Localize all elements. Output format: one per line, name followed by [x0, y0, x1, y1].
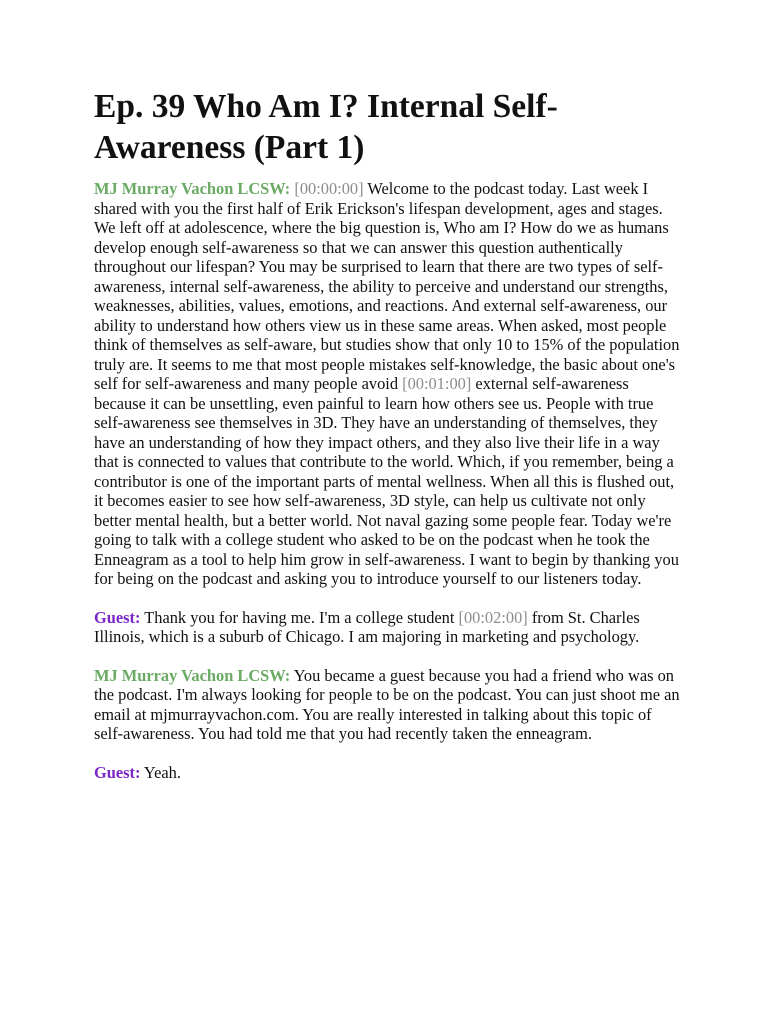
transcript-text: Welcome to the podcast today. Last week I shared with you the first half of Erik Erickson's lifespan development, ages and stages. We left off at adolescence, where the big question is, Who am I? How do we as humans develop enough self-awareness so that we can answer this question authentically throughout our lifespan? You may be surprised to learn that there are two types of self-awareness, internal self-awareness, the ability to perceive and understand our strengths, weaknesses, abilities, values, emotions, and reactions. And external self-awareness, our ability to understand how others view us in these same areas. When asked, most people think of themselves as self-aware, but studies show that only 10 to 15% of the population truly are. It seems to me that most people mistakes self-knowledge, the basic about one's self for self-awareness and many people avoid	[94, 179, 680, 393]
transcript-page	[94, 86, 684, 801]
transcript-text: from St. Charles Illinois, which is a suburb of Chicago. I am majoring in marketing and psychology.	[94, 607, 640, 646]
timestamp: [00:02:00]	[458, 607, 528, 627]
timestamp: [00:01:00]	[402, 374, 472, 393]
transcript-text: Thank you for having me. I'm a college student	[140, 607, 459, 627]
transcript-text: Yeah.	[140, 762, 181, 782]
transcript-text: external self-awareness because it can be unsettling, even painful to learn how others see us. People with true self-awareness see themselves in 3D. They have an understanding of themselves, they have an understanding of how they impact others, and they also live their life in a way that is connected to values that contribute to the world. Which, if you remember, being a contributor is one of the important parts of mental wellness. When all this is flushed out, it becomes easier to see how self-awareness, 3D style, can help us cultivate not only better mental health, but a better world. Not naval gazing some people fear. Today we're going to talk with a college student who asked to be on the podcast when he took the Enneagram as a tool to help him grow in self-awareness. I want to begin by thanking you for being on the podcast and asking you to introduce yourself to our listeners today.	[94, 374, 679, 588]
speaker-label-host: MJ Murray Vachon LCSW:	[94, 665, 291, 685]
speaker-label-guest: Guest:	[94, 762, 141, 782]
transcript-paragraph	[94, 608, 684, 647]
speaker-label-host: MJ Murray Vachon LCSW:	[94, 179, 291, 198]
transcript-paragraph	[94, 179, 684, 589]
transcript-paragraph	[94, 763, 684, 783]
speaker-label-guest: Guest:	[94, 607, 141, 627]
document-title: Ep. 39 Who Am I? Internal Self-Awareness (Part 1)	[94, 88, 558, 166]
timestamp: [00:00:00]	[294, 179, 364, 198]
transcript-text: You became a guest because you had a friend who was on the podcast. I'm always looking for people to be on the podcast. You can just shoot me an email at mjmurrayvachon.com. You are really interested in talking about this topic of self-awareness. You had told me that you had recently taken the enneagram.	[94, 665, 680, 743]
transcript-paragraph	[94, 666, 684, 744]
